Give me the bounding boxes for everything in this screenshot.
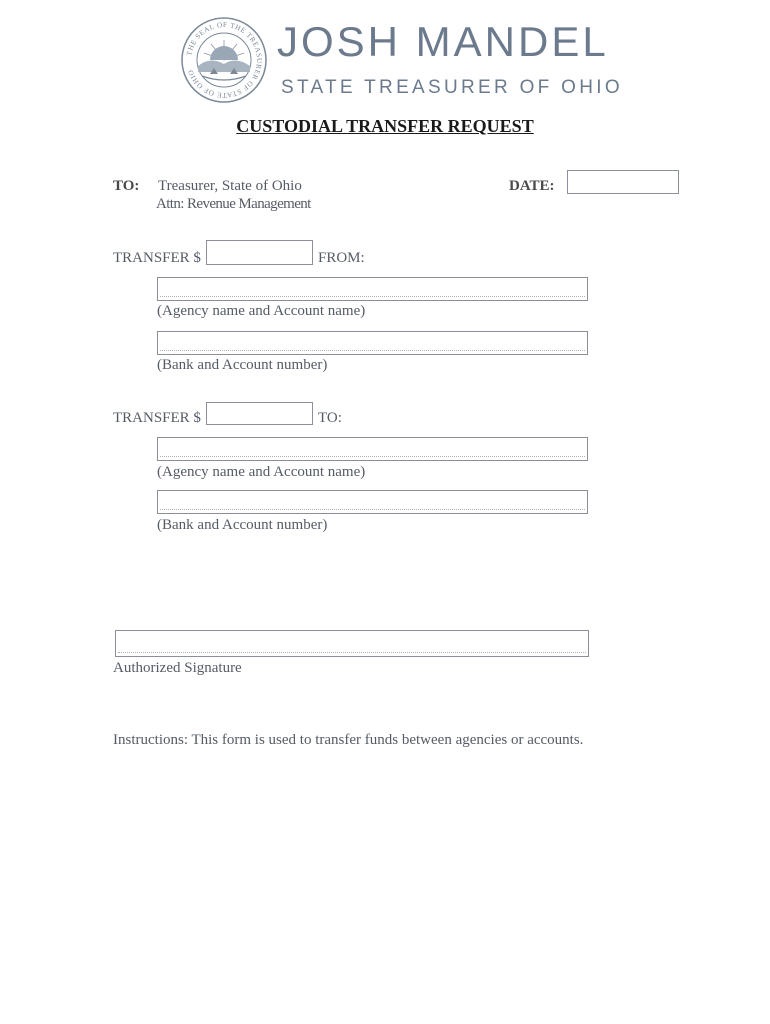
date-field[interactable]: [567, 170, 679, 194]
signature-caption: Authorized Signature: [113, 660, 242, 676]
transfer-to-amount-label: TRANSFER $: [113, 410, 201, 426]
brand-subtitle: STATE TREASURER OF OHIO: [281, 77, 623, 98]
ohio-treasurer-seal-icon: [180, 16, 268, 104]
authorized-signature-field[interactable]: [115, 630, 589, 657]
date-label: DATE:: [509, 178, 555, 194]
from-bank-caption: (Bank and Account number): [157, 357, 328, 373]
from-label: FROM:: [318, 250, 365, 266]
to-direction-label: TO:: [318, 410, 342, 426]
from-agency-account-field[interactable]: [157, 277, 588, 301]
brand-name: JOSH MANDEL: [277, 18, 609, 65]
to-bank-caption: (Bank and Account number): [157, 517, 328, 533]
form-title: CUSTODIAL TRANSFER REQUEST: [236, 116, 534, 136]
to-agency-account-field[interactable]: [157, 437, 588, 461]
attn-line: Attn: Revenue Management: [156, 196, 311, 212]
to-bank-account-field[interactable]: [157, 490, 588, 514]
transfer-from-amount-label: TRANSFER $: [113, 250, 201, 266]
instructions-text: Instructions: This form is used to transfer funds between agencies or accounts.: [113, 732, 584, 748]
from-bank-account-field[interactable]: [157, 331, 588, 355]
transfer-from-amount-field[interactable]: [206, 240, 313, 265]
to-label: TO:: [113, 178, 140, 194]
seal-text: THE SEAL OF THE TREASURER OF STATE OF OHIO: [185, 20, 264, 100]
from-agency-caption: (Agency name and Account name): [157, 303, 366, 319]
to-agency-caption: (Agency name and Account name): [157, 464, 366, 480]
to-recipient: Treasurer, State of Ohio: [158, 178, 302, 194]
transfer-to-amount-field[interactable]: [206, 402, 313, 425]
